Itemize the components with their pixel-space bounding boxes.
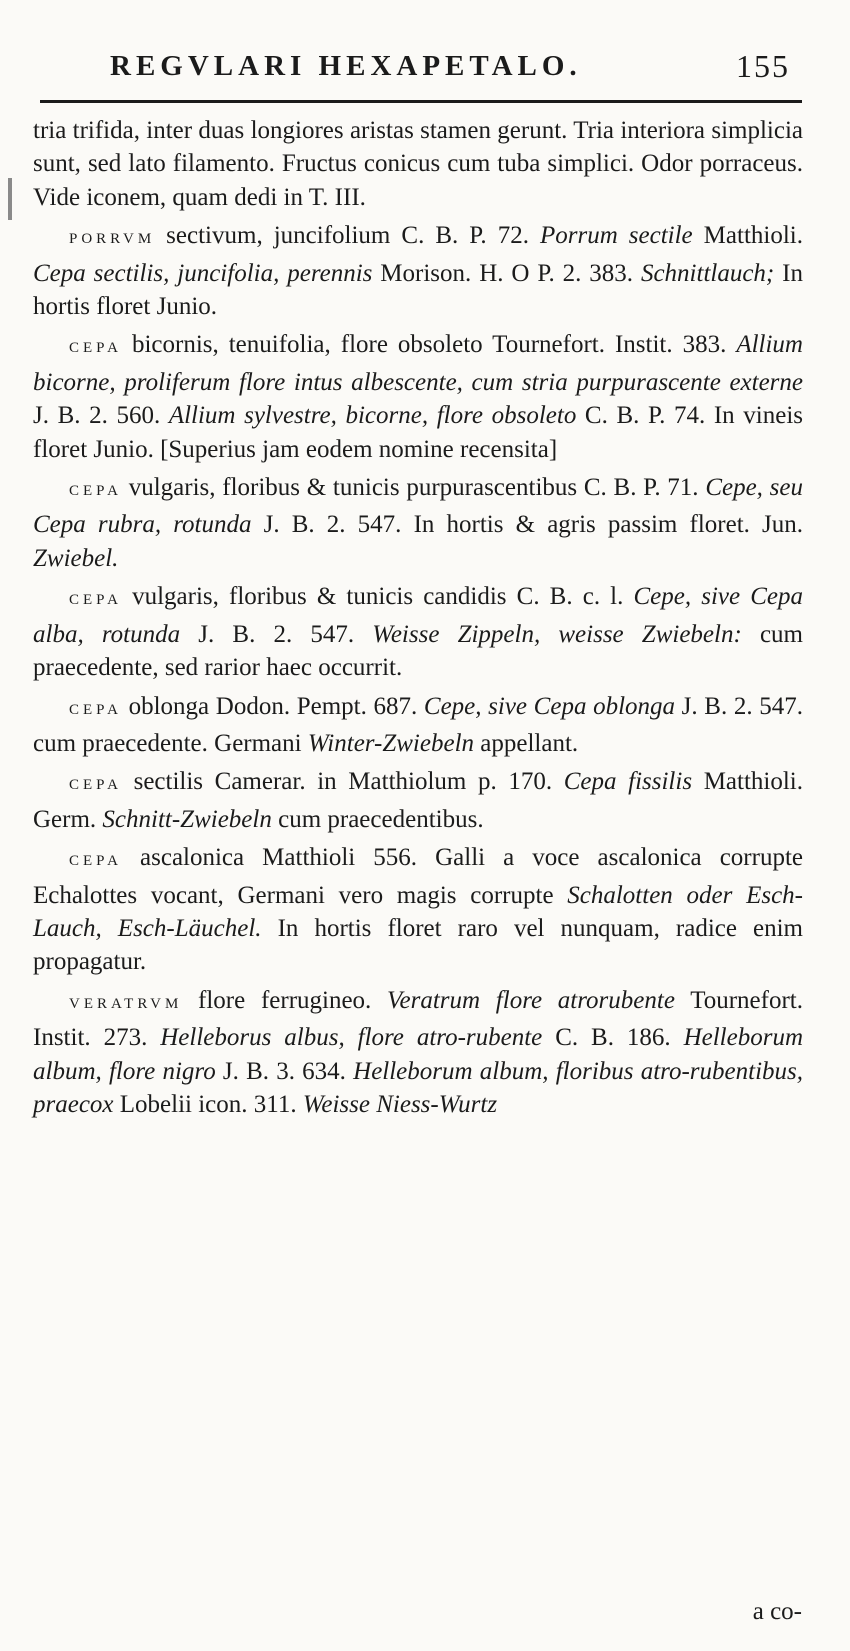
italic-run: Helleborum album, flore nigro [33,1024,803,1085]
italic-run: Cepa fissilis [563,768,693,796]
para-cepa-ascalonica [33,841,803,979]
text-run: J. B. 3. 634. [215,1057,354,1085]
italic-run: Allium sylvestre, bicorne, flore obsoleto [168,402,577,430]
text-run: tria trifida, inter duas longiores aristas stamen gerunt. Tria interiora simplicia sunt, sed lato filamento. Fructus conicus cum tuba simplici. Odor porraceus. Vide iconem, quam dedi in T. III. [33,117,803,211]
text-run: J. B. 2. 560. [33,402,169,430]
genus-name: VERATRVM [69,995,183,1012]
italic-run: Cepe, seu Cepa rubra, rotunda [33,474,803,539]
italic-run: Schalotten oder Esch-Lauch, Esch-Läuchel. [33,881,803,942]
para-cepa-oblonga [33,690,803,761]
genus-name: CEPA [69,483,122,500]
text-run: J. B. 2. 547. [180,620,373,648]
text-run: Tournefort. Instit. 273. [33,986,803,1052]
para-cepa-vulgaris-candidis [33,580,803,684]
text-run: vulgaris, floribus & tunicis purpurascentibus C. B. P. 71. [121,474,706,502]
italic-run: Cepa sectilis, juncifolia, perennis [33,259,373,287]
para-cepa-bicornis [33,328,803,466]
text-run: oblonga Dodon. Pempt. 687. [121,692,424,720]
italic-run: Allium bicorne, proliferum flore intus albescente, cum stria purpurascente externe [33,331,803,396]
para-cepa-sectilis [33,765,803,836]
text-run: Morison. H. O P. 2. 383. [372,259,641,287]
italic-run: Weisse Zippeln, weisse Zwiebeln: [372,620,742,648]
para-veratrvm [33,984,803,1122]
text-run: J. B. 2. 547. cum praecedente. Germani [33,692,803,757]
catchword: a co- [752,1598,802,1625]
text-run: cum praecedente, sed rarior haec occurrit. [33,620,803,682]
genus-name: CEPA [69,777,122,794]
italic-run: Schnittlauch; [640,259,775,287]
page-number: 155 [736,48,790,84]
text-run: flore ferrugineo. [182,986,388,1014]
text-run: vulgaris, floribus & tunicis candidis C. B. c. l. [121,583,634,611]
text-run: Matthioli. [692,222,803,250]
italic-run: Cepe, sive Cepa alba, rotunda [33,583,803,648]
text-run: sectilis Camerar. in Matthiolum p. 170. [121,768,564,796]
ink-mark [8,178,12,220]
italic-run: Helleborus albus, flore atro-rubente [160,1024,543,1052]
italic-run: Weisse Niess-Wurtz [302,1090,498,1118]
text-run: In hortis floret raro vel nunquam, radice enim propagatur. [33,914,803,976]
text-run: Lobelii icon. 311. [113,1090,303,1118]
header-rule [40,100,802,103]
italic-run: Schnitt-Zwiebeln [102,805,272,833]
para-porrvm-sectivum [33,219,803,323]
genus-name: CEPA [69,340,122,357]
text-run: C. B. 186. [542,1024,684,1052]
text-run: In hortis floret Junio. [33,259,803,321]
genus-name: CEPA [69,701,122,718]
text-run: C. B. P. 74. In vineis floret Junio. [Superius jam eodem nomine recensita] [33,402,803,463]
italic-run: Porrum sectile [539,222,693,250]
italic-run: Cepe, sive Cepa oblonga [423,692,676,720]
italic-run: Zwiebel. [33,544,119,572]
text-run: ascalonica Matthioli 556. Galli a voce ascalonica corrupte Echalottes vocant, Germani vero magis corrupte [33,844,803,909]
page-header [110,46,790,96]
text-run: J. B. 2. 547. In hortis & agris passim floret. Jun. [251,511,803,539]
para-tria-trifida [33,114,803,214]
genus-name: CEPA [69,853,122,870]
text-run: Matthioli. Germ. [33,768,803,833]
genus-name: PORRVM [69,231,156,248]
body-text [33,114,803,1126]
text-run: appellant. [474,729,579,757]
running-title: REGVLARI HEXAPETALO. [110,50,582,82]
text-run: bicornis, tenuifolia, flore obsoleto Tournefort. Instit. 383. [121,331,737,359]
text-run: cum praecedentibus. [271,805,484,833]
italic-run: Veratrum flore atrorubente [387,986,675,1014]
italic-run: Helleborum album, floribus atro-rubentibus, praecox [33,1057,803,1118]
italic-run: Winter-Zwiebeln [307,729,475,757]
genus-name: CEPA [69,592,122,609]
para-cepa-vulgaris-purpurascentibus [33,471,803,575]
text-run: sectivum, juncifolium C. B. P. 72. [155,222,540,250]
